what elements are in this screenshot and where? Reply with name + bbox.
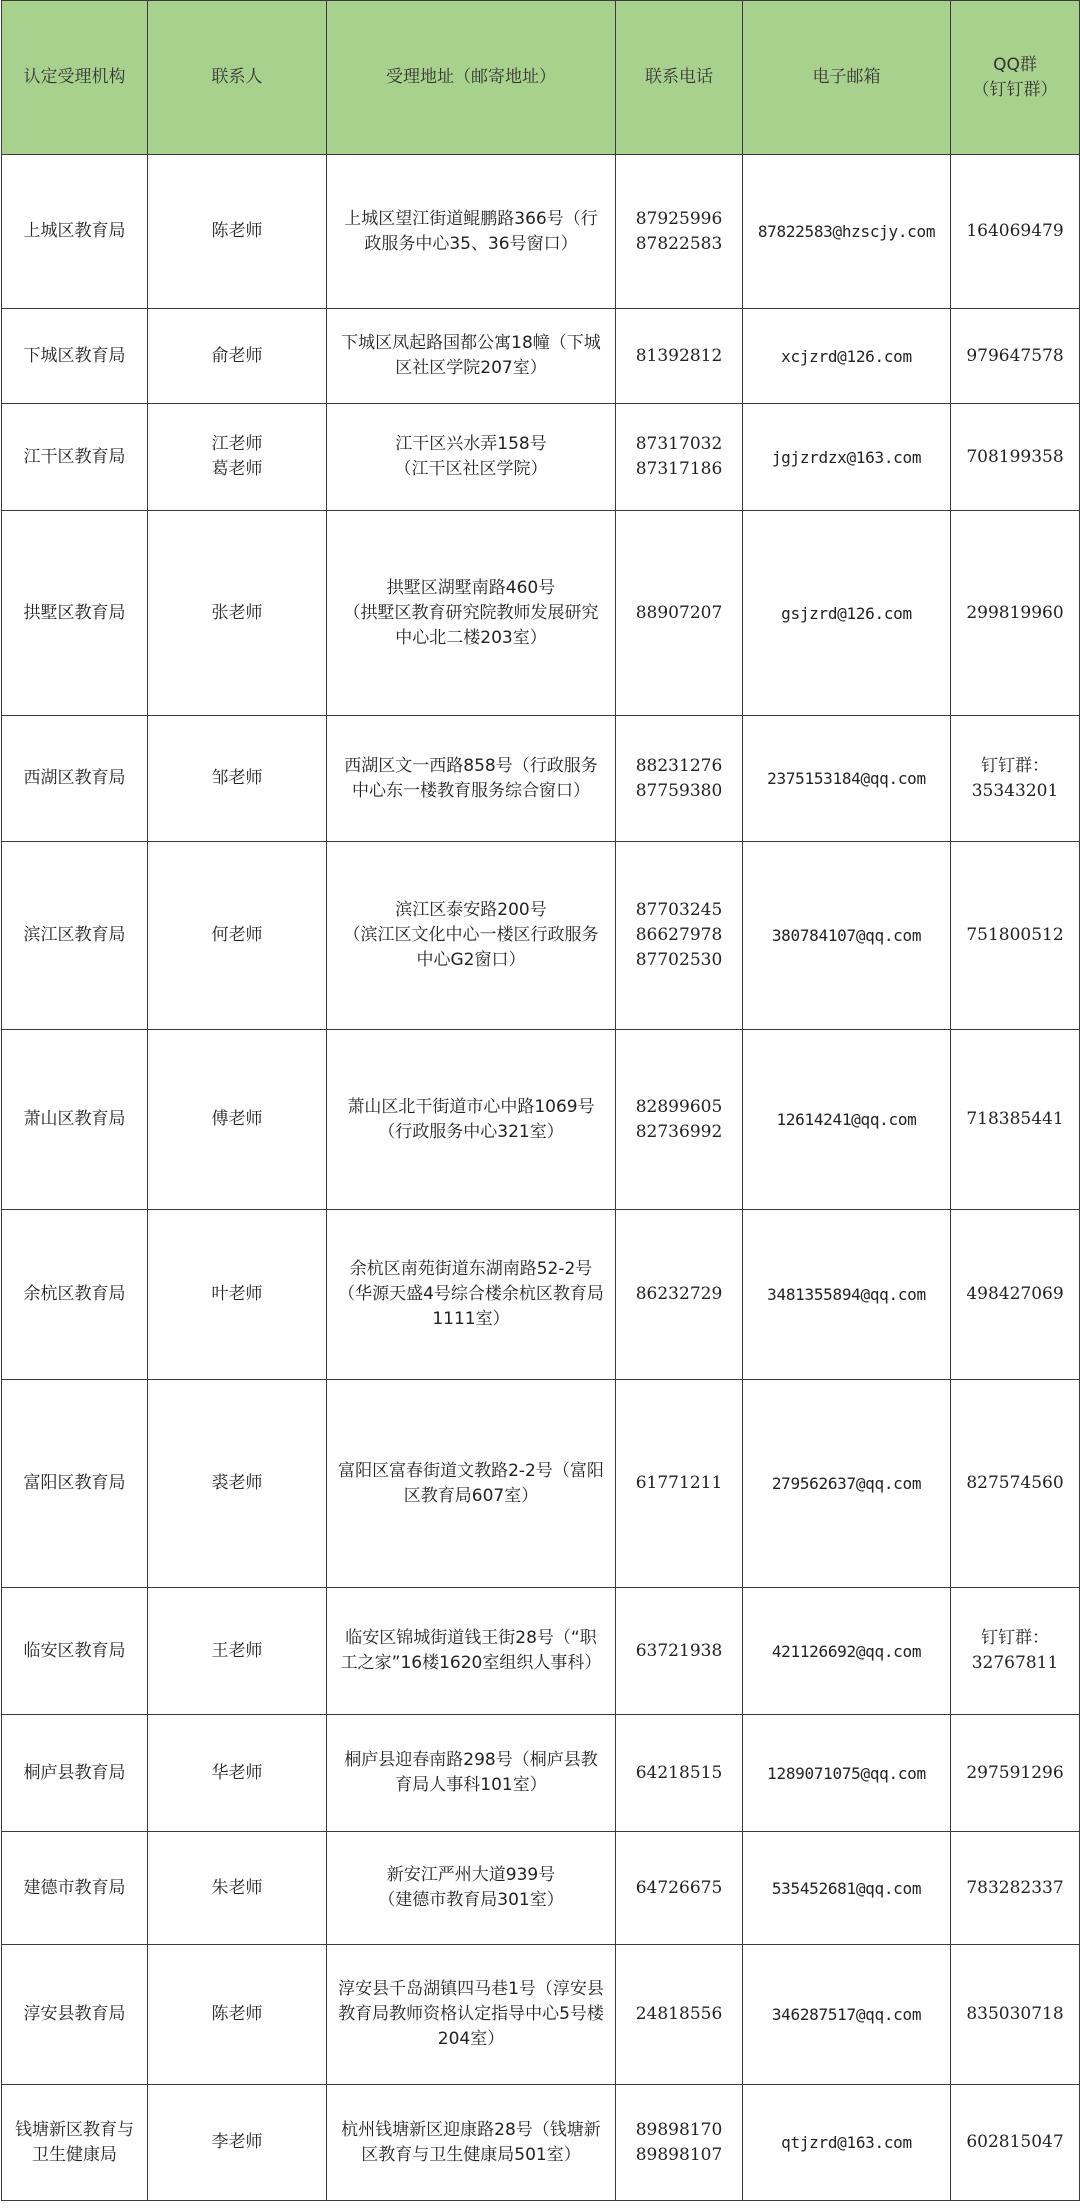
qq-cell: 297591296 <box>951 1715 1080 1832</box>
address-cell: 桐庐县迎春南路298号（桐庐县教育局人事科101室） <box>327 1715 616 1832</box>
email-cell: 421126692@qq.com <box>743 1588 951 1715</box>
email-cell: xcjzrd@126.com <box>743 309 951 404</box>
org-cell: 滨江区教育局 <box>2 842 148 1030</box>
header-email: 电子邮箱 <box>743 1 951 155</box>
phone-cell: 87925996 87822583 <box>616 155 743 309</box>
header-phone: 联系电话 <box>616 1 743 155</box>
phone-cell: 87703245 86627978 87702530 <box>616 842 743 1030</box>
qq-cell: 751800512 <box>951 842 1080 1030</box>
qq-cell: 钉钉群： 35343201 <box>951 716 1080 842</box>
contact-cell: 傅老师 <box>148 1030 327 1210</box>
qq-cell: 979647578 <box>951 309 1080 404</box>
table-row <box>2 1210 1080 1380</box>
contact-cell: 邹老师 <box>148 716 327 842</box>
header-contact: 联系人 <box>148 1 327 155</box>
org-cell: 江干区教育局 <box>2 404 148 511</box>
qq-cell: 783282337 <box>951 1832 1080 1945</box>
address-cell: 拱墅区湖墅南路460号 （拱墅区教育研究院教师发展研究中心北二楼203室） <box>327 511 616 716</box>
org-cell: 临安区教育局 <box>2 1588 148 1715</box>
table-row <box>2 842 1080 1030</box>
address-cell: 江干区兴水弄158号 （江干区社区学院） <box>327 404 616 511</box>
contact-cell: 何老师 <box>148 842 327 1030</box>
contact-cell: 朱老师 <box>148 1832 327 1945</box>
org-cell: 上城区教育局 <box>2 155 148 309</box>
header-row <box>2 1 1080 155</box>
org-cell: 余杭区教育局 <box>2 1210 148 1380</box>
table-row <box>2 511 1080 716</box>
org-cell: 淳安县教育局 <box>2 1945 148 2085</box>
table-row <box>2 155 1080 309</box>
email-cell: 279562637@qq.com <box>743 1380 951 1588</box>
address-cell: 淳安县千岛湖镇四马巷1号（淳安县教育局教师资格认定指导中心5号楼204室） <box>327 1945 616 2085</box>
header-org: 认定受理机构 <box>2 1 148 155</box>
phone-cell: 63721938 <box>616 1588 743 1715</box>
org-cell: 建德市教育局 <box>2 1832 148 1945</box>
email-cell: 2375153184@qq.com <box>743 716 951 842</box>
address-cell: 余杭区南苑街道东湖南路52-2号 （华源天盛4号综合楼余杭区教育局1111室） <box>327 1210 616 1380</box>
qq-cell: 835030718 <box>951 1945 1080 2085</box>
contact-cell: 俞老师 <box>148 309 327 404</box>
contact-cell: 张老师 <box>148 511 327 716</box>
qq-cell: 718385441 <box>951 1030 1080 1210</box>
qq-cell: 708199358 <box>951 404 1080 511</box>
org-cell: 下城区教育局 <box>2 309 148 404</box>
contact-cell: 陈老师 <box>148 155 327 309</box>
org-cell: 富阳区教育局 <box>2 1380 148 1588</box>
header-address: 受理地址（邮寄地址） <box>327 1 616 155</box>
contact-cell: 王老师 <box>148 1588 327 1715</box>
org-cell: 西湖区教育局 <box>2 716 148 842</box>
phone-cell: 88231276 87759380 <box>616 716 743 842</box>
address-cell: 下城区凤起路国都公寓18幢（下城区社区学院207室） <box>327 309 616 404</box>
email-cell: 1289071075@qq.com <box>743 1715 951 1832</box>
email-cell: 12614241@qq.com <box>743 1030 951 1210</box>
table-row <box>2 1945 1080 2085</box>
header-qq: QQ群 （钉钉群） <box>951 1 1080 155</box>
phone-cell: 86232729 <box>616 1210 743 1380</box>
table-row <box>2 1030 1080 1210</box>
qq-cell: 164069479 <box>951 155 1080 309</box>
qq-cell: 299819960 <box>951 511 1080 716</box>
phone-cell: 82899605 82736992 <box>616 1030 743 1210</box>
qq-cell: 602815047 <box>951 2085 1080 2201</box>
email-cell: 380784107@qq.com <box>743 842 951 1030</box>
qq-cell: 498427069 <box>951 1210 1080 1380</box>
phone-cell: 64218515 <box>616 1715 743 1832</box>
email-cell: 346287517@qq.com <box>743 1945 951 2085</box>
org-cell: 萧山区教育局 <box>2 1030 148 1210</box>
phone-cell: 24818556 <box>616 1945 743 2085</box>
table-row <box>2 309 1080 404</box>
contact-cell: 裘老师 <box>148 1380 327 1588</box>
contact-cell: 华老师 <box>148 1715 327 1832</box>
contact-table <box>1 0 1080 2201</box>
org-cell: 拱墅区教育局 <box>2 511 148 716</box>
address-cell: 新安江严州大道939号 （建德市教育局301室） <box>327 1832 616 1945</box>
table-row <box>2 1380 1080 1588</box>
contact-cell: 陈老师 <box>148 1945 327 2085</box>
address-cell: 富阳区富春街道文教路2-2号（富阳区教育局607室） <box>327 1380 616 1588</box>
phone-cell: 88907207 <box>616 511 743 716</box>
address-cell: 杭州钱塘新区迎康路28号（钱塘新区教育与卫生健康局501室） <box>327 2085 616 2201</box>
org-cell: 钱塘新区教育与卫生健康局 <box>2 2085 148 2201</box>
address-cell: 临安区锦城街道钱王街28号（“职工之家”16楼1620室组织人事科） <box>327 1588 616 1715</box>
contact-cell: 李老师 <box>148 2085 327 2201</box>
address-cell: 西湖区文一西路858号（行政服务中心东一楼教育服务综合窗口） <box>327 716 616 842</box>
table-row <box>2 1588 1080 1715</box>
table-row <box>2 1715 1080 1832</box>
contact-cell: 江老师 葛老师 <box>148 404 327 511</box>
email-cell: 535452681@qq.com <box>743 1832 951 1945</box>
address-cell: 上城区望江街道鲲鹏路366号（行政服务中心35、36号窗口） <box>327 155 616 309</box>
email-cell: 87822583@hzscjy.com <box>743 155 951 309</box>
table-row <box>2 2085 1080 2201</box>
phone-cell: 61771211 <box>616 1380 743 1588</box>
address-cell: 萧山区北干街道市心中路1069号 （行政服务中心321室） <box>327 1030 616 1210</box>
phone-cell: 64726675 <box>616 1832 743 1945</box>
phone-cell: 81392812 <box>616 309 743 404</box>
email-cell: 3481355894@qq.com <box>743 1210 951 1380</box>
table-body <box>2 155 1080 2201</box>
qq-cell: 827574560 <box>951 1380 1080 1588</box>
address-cell: 滨江区泰安路200号 （滨江区文化中心一楼区行政服务中心G2窗口） <box>327 842 616 1030</box>
qq-cell: 钉钉群： 32767811 <box>951 1588 1080 1715</box>
phone-cell: 87317032 87317186 <box>616 404 743 511</box>
email-cell: gsjzrd@126.com <box>743 511 951 716</box>
table-row <box>2 716 1080 842</box>
phone-cell: 89898170 89898107 <box>616 2085 743 2201</box>
email-cell: qtjzrd@163.com <box>743 2085 951 2201</box>
table-row <box>2 1832 1080 1945</box>
email-cell: jgjzrdzx@163.com <box>743 404 951 511</box>
contact-cell: 叶老师 <box>148 1210 327 1380</box>
table-row <box>2 404 1080 511</box>
org-cell: 桐庐县教育局 <box>2 1715 148 1832</box>
